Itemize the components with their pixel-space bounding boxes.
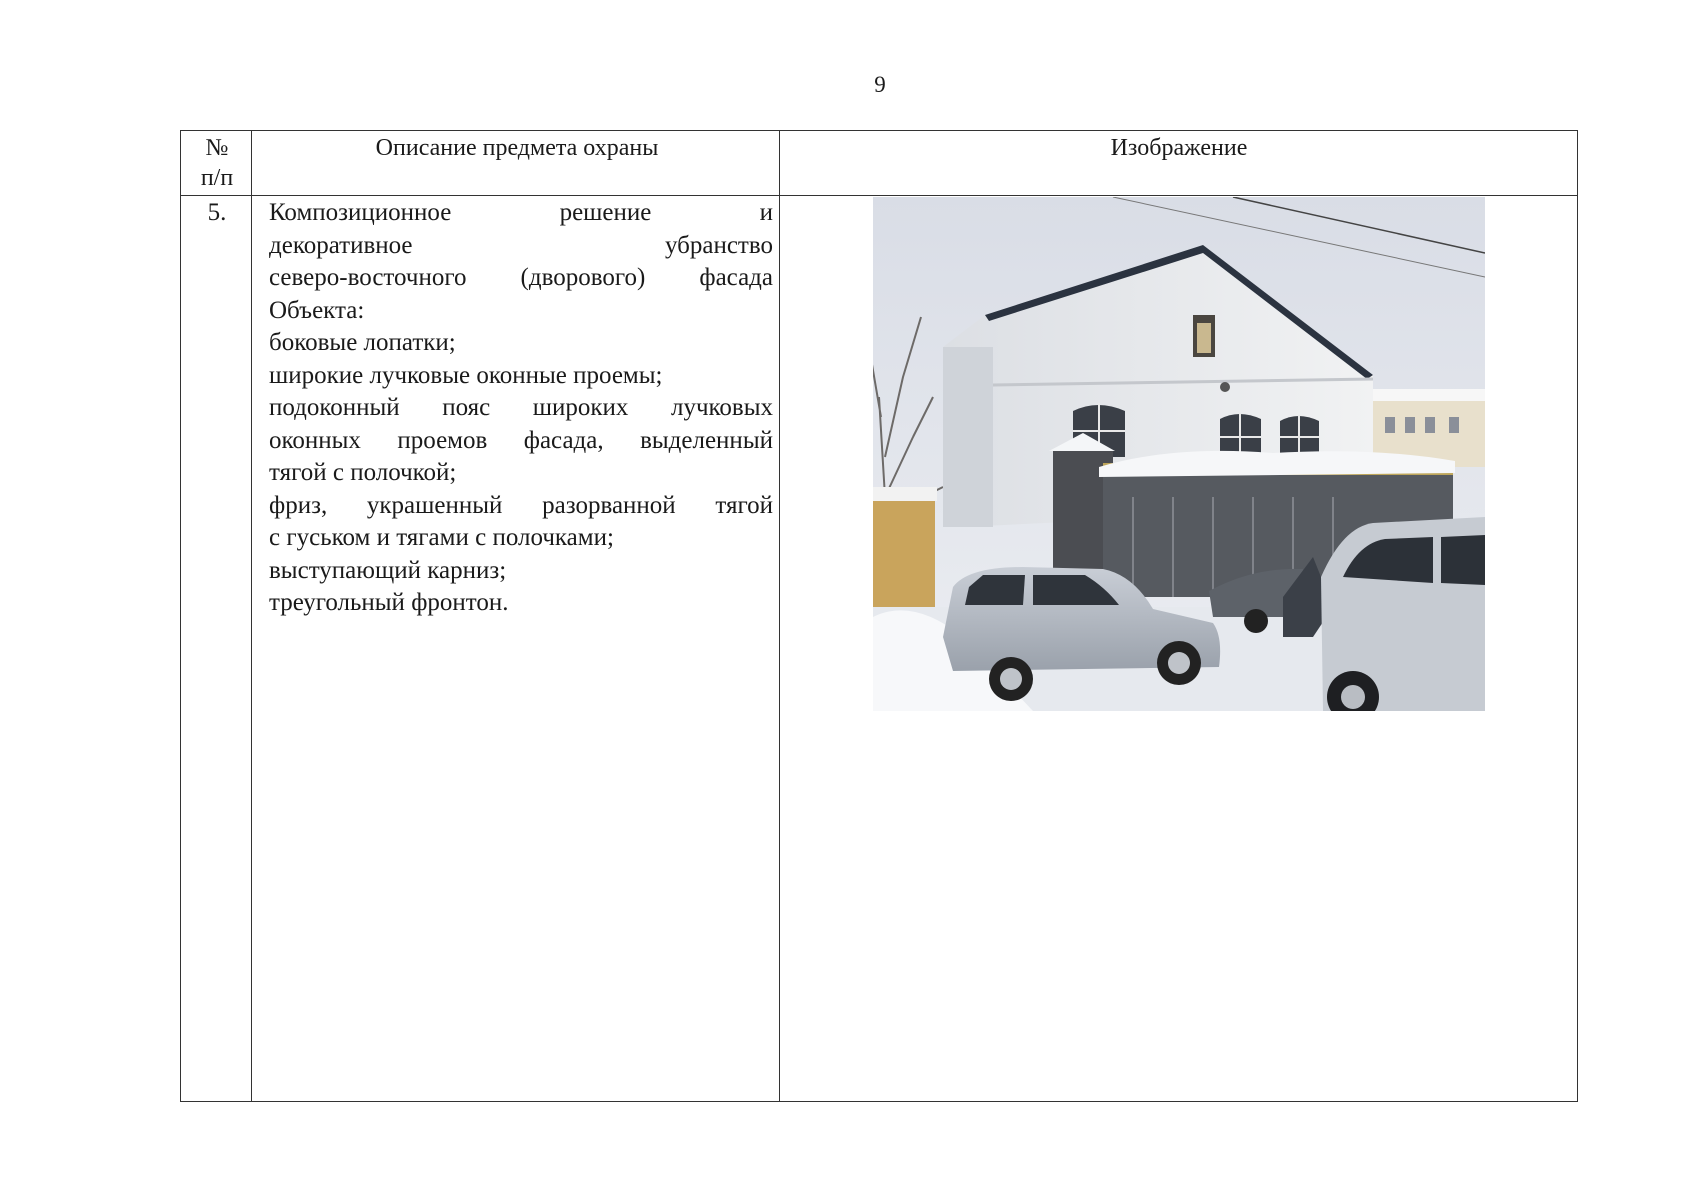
header-image: Изображение xyxy=(1110,135,1248,161)
description-line: Объекта: xyxy=(269,296,365,324)
description-line: боковые лопатки; xyxy=(269,329,456,356)
row-number: 5. xyxy=(207,199,227,226)
header-divider xyxy=(181,195,1577,196)
description-line: северо-восточного (дворового) фасада xyxy=(269,264,773,291)
description-line: фриз, украшенный разорванной тягой xyxy=(269,491,773,519)
description-line: выступающий карниз; xyxy=(269,556,507,584)
description-line: декоративное убранство xyxy=(269,231,773,259)
page-number: 9 xyxy=(874,72,886,97)
header-number xyxy=(181,133,253,193)
description-line: широкие лучковые оконные проемы; xyxy=(269,361,663,389)
description-line: с гуськом и тягами с полочками; xyxy=(269,524,614,551)
header-number-abbr: п/п xyxy=(200,165,234,191)
description-line: тягой с полочкой; xyxy=(269,459,457,486)
building-photo xyxy=(873,197,1485,711)
column-divider xyxy=(251,131,252,1101)
header-description: Описание предмета охраны xyxy=(375,135,659,161)
column-divider xyxy=(779,131,780,1101)
description-line: оконных проемов фасада, выделенный xyxy=(269,426,773,454)
description-line: Композиционное решение и xyxy=(269,199,773,226)
header-number-symbol: № xyxy=(205,135,229,161)
row-description xyxy=(269,197,773,620)
description-line: подоконный пояс широких лучковых xyxy=(269,394,773,421)
protection-subject-table xyxy=(180,130,1578,1102)
description-line: треугольный фронтон. xyxy=(269,589,509,616)
